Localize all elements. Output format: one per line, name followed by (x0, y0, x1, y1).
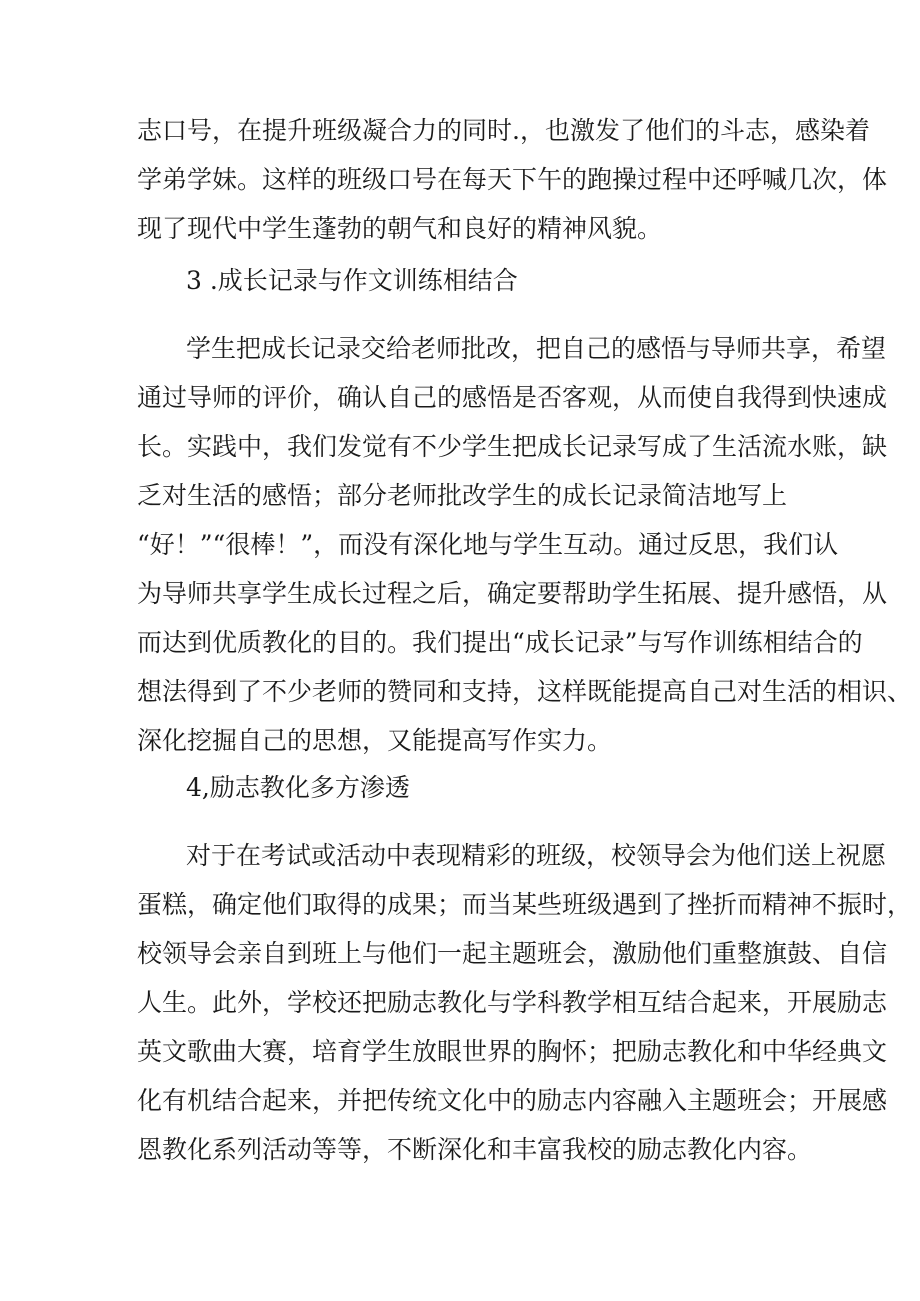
paragraph-line: 而达到优质教化的目的。我们提出“成长记录”与写作训练相结合的 (137, 628, 863, 657)
paragraph-line: 现了现代中学生蓬勃的朝气和良好的精神风貌。 (137, 214, 663, 243)
section-heading-3: 3 .成长记录与作文训练相结合 (186, 266, 518, 295)
paragraph-line: “好！”“很棒！”，而没有深化地与学生互动。通过反思，我们认 (137, 530, 839, 559)
paragraph-line: 学弟学妹。这样的班级口号在每天下午的跑操过程中还呼喊几次，体 (137, 165, 888, 194)
paragraph-line: 恩教化系列活动等等，不断深化和丰富我校的励志教化内容。 (137, 1135, 813, 1164)
paragraph-line: 英文歌曲大赛，培育学生放眼世界的胸怀；把励志教化和中华经典文 (137, 1037, 888, 1066)
paragraph-line: 深化挖掘自己的思想，又能提高写作实力。 (137, 726, 613, 755)
paragraph-line: 志口号，在提升班级凝合力的同时.，也激发了他们的斗志，感染着 (137, 116, 870, 145)
paragraph-line: 人生。此外，学校还把励志教化与学科教学相互结合起来，开展励志 (137, 988, 888, 1017)
section-heading-4: 4,励志教化多方渗透 (186, 773, 410, 802)
paragraph-line: 长。实践中，我们发觉有不少学生把成长记录写成了生活流水账，缺 (137, 432, 888, 461)
paragraph-line: 对于在考试或活动中表现精彩的班级，校领导会为他们送上祝愿 (186, 841, 887, 870)
paragraph-line: 为导师共享学生成长过程之后，确定要帮助学生拓展、提升感悟，从 (137, 579, 888, 608)
paragraph-line: 乏对生活的感悟；部分老师批改学生的成长记录简洁地写上 (137, 481, 788, 510)
paragraph-line: 学生把成长记录交给老师批改，把自己的感悟与导师共享，希望 (186, 334, 887, 363)
paragraph-line: 化有机结合起来，并把传统文化中的励志内容融入主题班会；开展感 (137, 1086, 888, 1115)
paragraph-line: 想法得到了不少老师的赞同和支持，这样既能提高自己对生活的相识、 (137, 677, 913, 706)
paragraph-line: 蛋糕，确定他们取得的成果；而当某些班级遇到了挫折而精神不振时， (137, 890, 913, 919)
paragraph-line: 通过导师的评价，确认自己的感悟是否客观，从而使自我得到快速成 (137, 383, 888, 412)
paragraph-line: 校领导会亲自到班上与他们一起主题班会，激励他们重整旗鼓、自信 (137, 939, 888, 968)
